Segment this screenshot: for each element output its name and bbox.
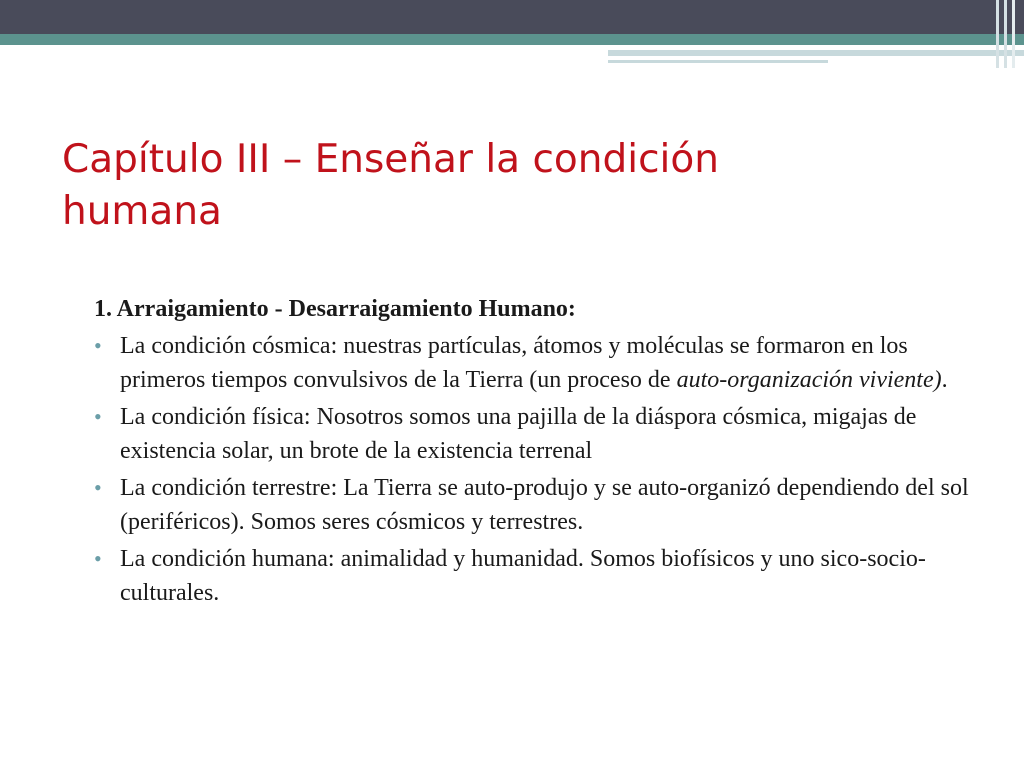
header-band-teal — [0, 34, 1024, 45]
bullet-list — [94, 329, 994, 610]
list-item-text: La condición terrestre: La Tierra se auto-produjo y se auto-organizó dependiendo del sol (periféricos). Somos seres cósmicos y terrestres. — [120, 475, 969, 535]
list-item-text: La condición cósmica: nuestras partículas, átomos y moléculas se formaron en los primeros tiempos convulsivos de la Tierra (un proceso de — [120, 333, 908, 393]
header-vertical-bar — [996, 0, 999, 68]
bullet-icon: • — [94, 475, 102, 500]
slide-title-line2: humana — [62, 189, 222, 234]
list-item — [94, 471, 994, 539]
slide-title — [62, 134, 962, 238]
bullet-icon: • — [94, 333, 102, 358]
list-item-text: La condición humana: animalidad y humanidad. Somos biofísicos y uno sico-socio-culturales. — [120, 546, 926, 606]
bullet-icon: • — [94, 546, 102, 571]
slide-body — [94, 292, 994, 613]
list-item — [94, 329, 994, 397]
list-item — [94, 542, 994, 610]
list-item — [94, 400, 994, 468]
header-band-dark — [0, 0, 1024, 34]
list-item-text: La condición física: Nosotros somos una pajilla de la diáspora cósmica, migajas de existencia solar, un brote de la existencia terrenal — [120, 404, 917, 464]
header-vertical-bar — [1004, 0, 1007, 68]
header-vertical-bar — [1012, 0, 1015, 68]
list-item-italic: auto-organización viviente) — [676, 367, 942, 393]
bullet-icon: • — [94, 404, 102, 429]
list-item-suffix: . — [941, 367, 948, 393]
section-heading: 1. Arraigamiento - Desarraigamiento Humano: — [94, 296, 576, 322]
header-band-light-short — [608, 60, 828, 63]
slide-title-line1: Capítulo III – Enseñar la condición — [62, 137, 719, 182]
header-band-divider — [608, 56, 948, 59]
